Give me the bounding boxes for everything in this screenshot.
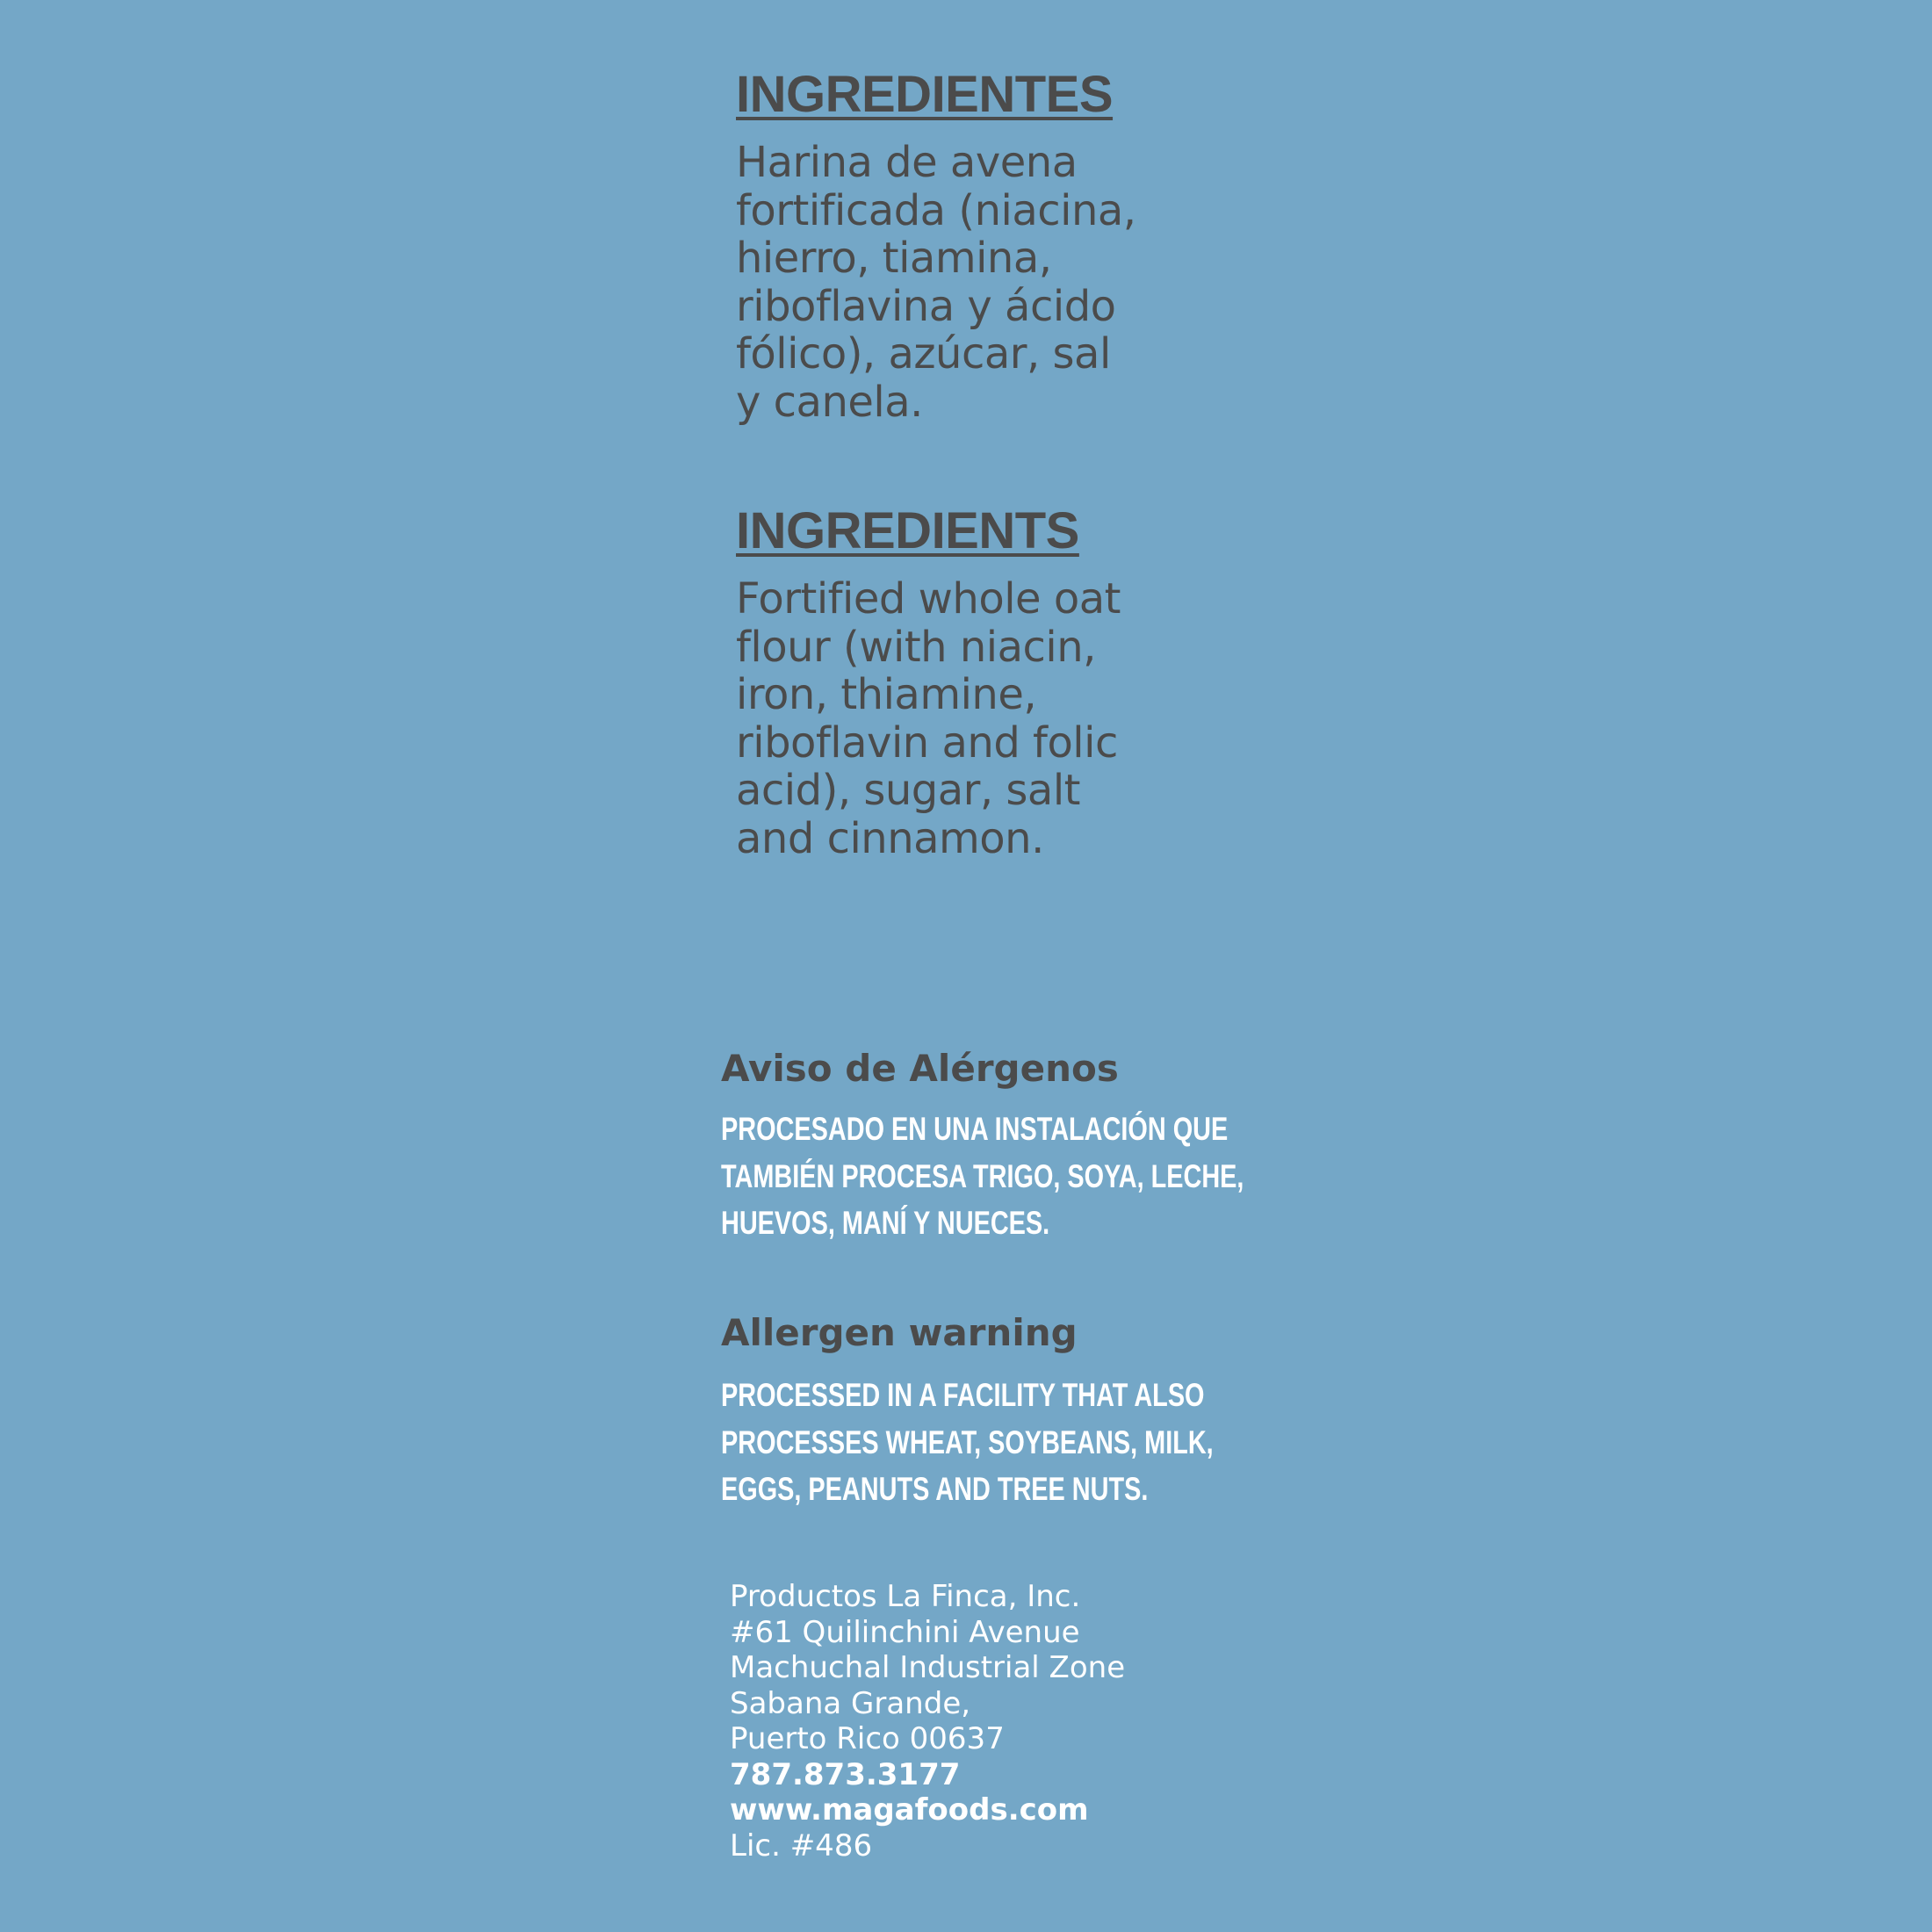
city: Sabana Grande, xyxy=(730,1685,971,1721)
allergen-spanish-text: PROCESADO EN UNA INSTALACIÓN QUE TAMBIÉN PROCESA TRIGO, SOYA, LECHE, HUEVOS, MANÍ Y NUECES. xyxy=(721,1111,1244,1241)
ingredients-spanish-section xyxy=(736,67,1263,426)
ingredients-spanish-heading: INGREDIENTES xyxy=(736,66,1114,123)
ingredients-spanish-text: Harina de avena fortificada (niacina, hierro, tiamina, riboflavina y ácido fólico), azúcar, sal y canela. xyxy=(736,138,1136,427)
ingredients-english-section xyxy=(736,503,1263,862)
allergen-spanish-section xyxy=(721,1048,1511,1247)
phone-number: 787.873.3177 xyxy=(730,1756,961,1792)
allergen-english-heading: Allergen warning xyxy=(721,1311,1078,1354)
manufacturer-address xyxy=(730,1579,1344,1864)
allergen-spanish-heading: Aviso de Alérgenos xyxy=(721,1047,1119,1090)
ingredients-english-heading: INGREDIENTS xyxy=(736,502,1079,559)
license-number: Lic. #486 xyxy=(730,1827,873,1864)
company-name: Productos La Finca, Inc. xyxy=(730,1579,1081,1614)
website: www.magafoods.com xyxy=(730,1792,1089,1827)
ingredients-english-text: Fortified whole oat flour (with niacin, iron, thiamine, riboflavin and folic acid), sugar, salt and cinnamon. xyxy=(736,574,1121,863)
allergen-english-section xyxy=(721,1312,1511,1513)
allergen-english-text: PROCESSED IN A FACILITY THAT ALSO PROCESSES WHEAT, SOYBEANS, MILK, EGGS, PEANUTS AND TREE NUTS. xyxy=(721,1377,1214,1507)
street-address: #61 Quilinchini Avenue xyxy=(730,1614,1080,1650)
industrial-zone: Machuchal Industrial Zone xyxy=(730,1650,1126,1685)
region-postal-code: Puerto Rico 00637 xyxy=(730,1721,1005,1756)
